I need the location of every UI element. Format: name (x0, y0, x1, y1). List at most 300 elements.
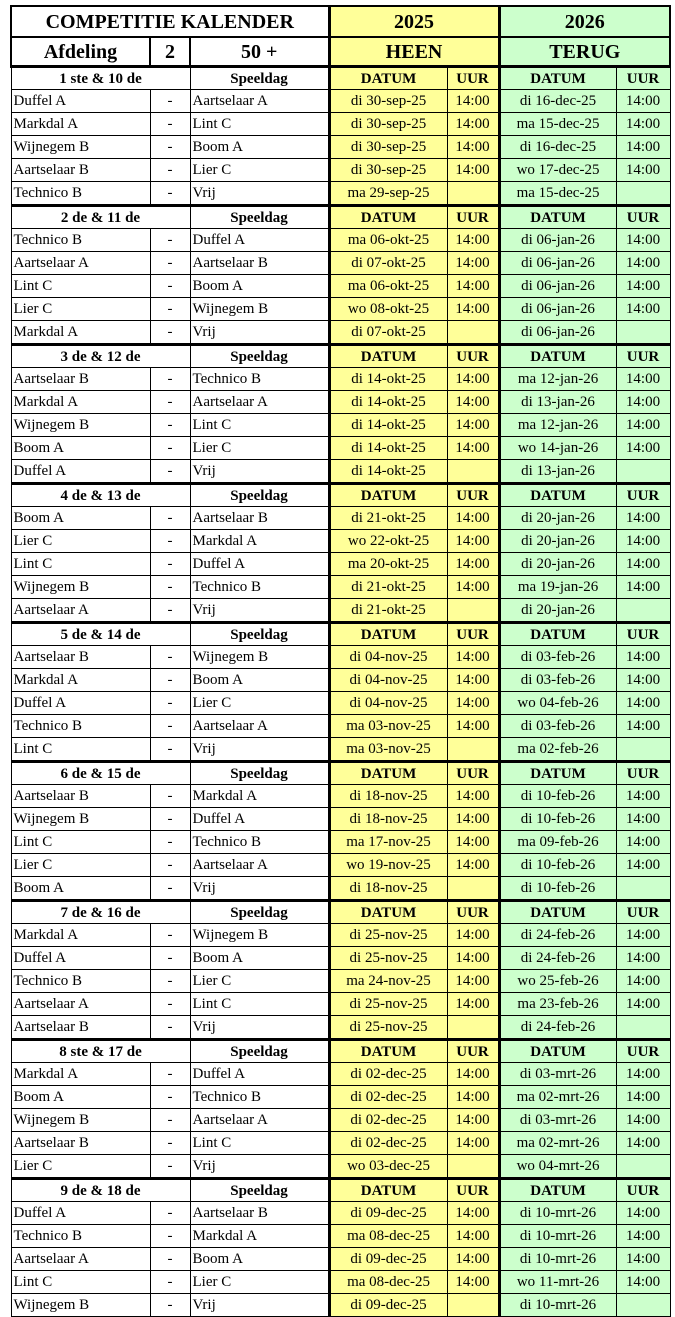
home-team: Duffel A (11, 90, 150, 113)
away-leg-date: di 03-mrt-26 (499, 1063, 616, 1086)
speeldag-label: Speeldag (190, 901, 329, 924)
home-leg-time: 14:00 (447, 252, 499, 275)
home-team: Boom A (11, 507, 150, 530)
home-leg-time: 14:00 (447, 90, 499, 113)
away-team: Vrij (190, 1294, 329, 1317)
speeldag-label: Speeldag (190, 1040, 329, 1063)
away-team: Duffel A (190, 553, 329, 576)
home-leg-date: di 30-sep-25 (329, 159, 447, 182)
match-separator: - (150, 530, 190, 553)
datum-header-home: DATUM (329, 484, 447, 507)
away-leg-time: 14:00 (616, 1086, 670, 1109)
away-team: Technico B (190, 831, 329, 854)
match-separator: - (150, 321, 190, 345)
away-leg-time: 14:00 (616, 136, 670, 159)
away-leg-time (616, 1294, 670, 1317)
round-header-row (11, 67, 670, 90)
match-row (11, 738, 670, 762)
away-team: Lint C (190, 993, 329, 1016)
match-separator: - (150, 136, 190, 159)
away-leg-time: 14:00 (616, 252, 670, 275)
match-separator: - (150, 877, 190, 901)
away-team: Aartselaar A (190, 854, 329, 877)
away-leg-time (616, 1155, 670, 1179)
home-leg-time: 14:00 (447, 298, 499, 321)
away-team: Vrij (190, 599, 329, 623)
match-separator: - (150, 924, 190, 947)
away-leg-date: di 20-jan-26 (499, 530, 616, 553)
home-leg-date: di 02-dec-25 (329, 1063, 447, 1086)
away-leg-date: di 10-feb-26 (499, 854, 616, 877)
home-team: Wijnegem B (11, 1294, 150, 1317)
away-leg-date: di 24-feb-26 (499, 924, 616, 947)
round-label: 5 de & 14 de (11, 623, 190, 646)
home-leg-time: 14:00 (447, 947, 499, 970)
home-leg-time: 14:00 (447, 993, 499, 1016)
datum-header-away: DATUM (499, 623, 616, 646)
uur-header-home: UUR (447, 901, 499, 924)
home-leg-time: 14:00 (447, 924, 499, 947)
match-separator: - (150, 113, 190, 136)
datum-header-away: DATUM (499, 1179, 616, 1202)
away-leg-date: wo 25-feb-26 (499, 970, 616, 993)
away-team: Lint C (190, 1132, 329, 1155)
round-header-row (11, 901, 670, 924)
away-leg-date: ma 02-mrt-26 (499, 1132, 616, 1155)
home-leg-date: ma 24-nov-25 (329, 970, 447, 993)
home-leg-time: 14:00 (447, 136, 499, 159)
away-team: Lint C (190, 414, 329, 437)
match-row (11, 715, 670, 738)
away-leg-date: wo 11-mrt-26 (499, 1271, 616, 1294)
away-team: Vrij (190, 460, 329, 484)
away-leg-time: 14:00 (616, 437, 670, 460)
speeldag-label: Speeldag (190, 484, 329, 507)
home-leg-time (447, 877, 499, 901)
home-leg-time: 14:00 (447, 437, 499, 460)
home-leg-date: di 30-sep-25 (329, 136, 447, 159)
calendar-title: COMPETITIE KALENDER (11, 6, 329, 37)
match-separator: - (150, 182, 190, 206)
away-team: Vrij (190, 738, 329, 762)
home-leg-date: di 21-okt-25 (329, 599, 447, 623)
home-team: Aartselaar A (11, 252, 150, 275)
match-separator: - (150, 460, 190, 484)
match-separator: - (150, 229, 190, 252)
away-leg-time (616, 460, 670, 484)
away-leg-date: wo 04-feb-26 (499, 692, 616, 715)
away-team: Duffel A (190, 808, 329, 831)
year-home: 2025 (329, 6, 499, 37)
home-team: Wijnegem B (11, 808, 150, 831)
away-leg-date: di 06-jan-26 (499, 321, 616, 345)
match-row (11, 854, 670, 877)
round-header-row (11, 206, 670, 229)
away-team: Duffel A (190, 229, 329, 252)
round-label: 8 ste & 17 de (11, 1040, 190, 1063)
uur-header-home: UUR (447, 762, 499, 785)
home-leg-date: di 21-okt-25 (329, 576, 447, 599)
home-team: Aartselaar B (11, 368, 150, 391)
match-separator: - (150, 715, 190, 738)
away-leg-time: 14:00 (616, 947, 670, 970)
home-leg-time: 14:00 (447, 368, 499, 391)
home-team: Aartselaar B (11, 1016, 150, 1040)
match-separator: - (150, 1016, 190, 1040)
away-team: Technico B (190, 368, 329, 391)
away-leg-time: 14:00 (616, 646, 670, 669)
match-row (11, 1225, 670, 1248)
match-separator: - (150, 692, 190, 715)
away-leg-date: ma 02-feb-26 (499, 738, 616, 762)
away-team: Vrij (190, 1155, 329, 1179)
away-leg-time (616, 877, 670, 901)
uur-header-home: UUR (447, 206, 499, 229)
home-leg-date: di 25-nov-25 (329, 993, 447, 1016)
away-leg-date: ma 12-jan-26 (499, 414, 616, 437)
uur-header-away: UUR (616, 762, 670, 785)
afdeling-number: 2 (150, 37, 190, 67)
match-row (11, 831, 670, 854)
match-separator: - (150, 1294, 190, 1317)
away-team: Boom A (190, 669, 329, 692)
home-leg-date: di 25-nov-25 (329, 924, 447, 947)
home-leg-time: 14:00 (447, 1109, 499, 1132)
home-team: Boom A (11, 1086, 150, 1109)
away-leg-date: wo 04-mrt-26 (499, 1155, 616, 1179)
match-row (11, 785, 670, 808)
home-leg-date: di 09-dec-25 (329, 1202, 447, 1225)
match-separator: - (150, 1248, 190, 1271)
datum-header-home: DATUM (329, 901, 447, 924)
home-team: Lint C (11, 275, 150, 298)
match-row (11, 808, 670, 831)
home-leg-date: di 14-okt-25 (329, 460, 447, 484)
datum-header-away: DATUM (499, 67, 616, 90)
away-leg-time: 14:00 (616, 576, 670, 599)
match-separator: - (150, 275, 190, 298)
match-separator: - (150, 808, 190, 831)
match-row (11, 391, 670, 414)
match-separator: - (150, 993, 190, 1016)
match-row (11, 275, 670, 298)
away-leg-time (616, 321, 670, 345)
home-team: Wijnegem B (11, 414, 150, 437)
match-row (11, 1155, 670, 1179)
home-leg-time: 14:00 (447, 1248, 499, 1271)
home-leg-time: 14:00 (447, 391, 499, 414)
match-separator: - (150, 553, 190, 576)
home-leg-date: di 14-okt-25 (329, 368, 447, 391)
match-row (11, 90, 670, 113)
away-leg-date: di 24-feb-26 (499, 947, 616, 970)
uur-header-home: UUR (447, 1040, 499, 1063)
away-team: Lier C (190, 1271, 329, 1294)
home-leg-time: 14:00 (447, 553, 499, 576)
away-leg-date: di 10-feb-26 (499, 785, 616, 808)
home-team: Lier C (11, 1155, 150, 1179)
away-team: Wijnegem B (190, 646, 329, 669)
home-leg-time: 14:00 (447, 785, 499, 808)
home-leg-time: 14:00 (447, 113, 499, 136)
home-team: Aartselaar B (11, 1132, 150, 1155)
home-leg-time (447, 321, 499, 345)
away-leg-date: di 16-dec-25 (499, 136, 616, 159)
away-leg-date: di 20-jan-26 (499, 599, 616, 623)
away-leg-date: wo 14-jan-26 (499, 437, 616, 460)
away-leg-date: ma 09-feb-26 (499, 831, 616, 854)
away-leg-date: di 10-mrt-26 (499, 1294, 616, 1317)
home-team: Technico B (11, 715, 150, 738)
home-leg-date: di 30-sep-25 (329, 113, 447, 136)
home-leg-date: di 02-dec-25 (329, 1109, 447, 1132)
away-leg-date: di 03-feb-26 (499, 646, 616, 669)
uur-header-away: UUR (616, 484, 670, 507)
away-leg-time: 14:00 (616, 1063, 670, 1086)
away-team: Vrij (190, 321, 329, 345)
uur-header-home: UUR (447, 1179, 499, 1202)
home-leg-date: di 30-sep-25 (329, 90, 447, 113)
home-team: Aartselaar A (11, 993, 150, 1016)
home-leg-date: di 09-dec-25 (329, 1248, 447, 1271)
round-label: 3 de & 12 de (11, 345, 190, 368)
away-leg-time: 14:00 (616, 1248, 670, 1271)
home-team: Boom A (11, 437, 150, 460)
away-team: Duffel A (190, 1063, 329, 1086)
away-leg-time: 14:00 (616, 1132, 670, 1155)
home-leg-date: di 07-okt-25 (329, 321, 447, 345)
home-leg-time: 14:00 (447, 854, 499, 877)
home-leg-time: 14:00 (447, 692, 499, 715)
away-team: Wijnegem B (190, 298, 329, 321)
match-row (11, 437, 670, 460)
match-separator: - (150, 1109, 190, 1132)
match-separator: - (150, 159, 190, 182)
home-leg-date: di 02-dec-25 (329, 1086, 447, 1109)
match-row (11, 692, 670, 715)
round-label: 9 de & 18 de (11, 1179, 190, 1202)
match-row (11, 1063, 670, 1086)
home-leg-date: di 21-okt-25 (329, 507, 447, 530)
uur-header-home: UUR (447, 345, 499, 368)
home-leg-date: ma 08-dec-25 (329, 1225, 447, 1248)
away-leg-date: ma 15-dec-25 (499, 113, 616, 136)
datum-header-home: DATUM (329, 1179, 447, 1202)
away-leg-time: 14:00 (616, 854, 670, 877)
away-leg-time: 14:00 (616, 553, 670, 576)
datum-header-home: DATUM (329, 623, 447, 646)
match-row (11, 159, 670, 182)
away-leg-time: 14:00 (616, 1271, 670, 1294)
away-team: Boom A (190, 136, 329, 159)
away-team: Vrij (190, 1016, 329, 1040)
uur-header-away: UUR (616, 901, 670, 924)
home-leg-time: 14:00 (447, 831, 499, 854)
away-leg-time: 14:00 (616, 1109, 670, 1132)
match-separator: - (150, 785, 190, 808)
away-team: Wijnegem B (190, 924, 329, 947)
match-row (11, 414, 670, 437)
home-leg-date: ma 17-nov-25 (329, 831, 447, 854)
speeldag-label: Speeldag (190, 623, 329, 646)
home-leg-date: wo 19-nov-25 (329, 854, 447, 877)
match-row (11, 530, 670, 553)
match-row (11, 669, 670, 692)
home-team: Duffel A (11, 1202, 150, 1225)
home-leg-time (447, 599, 499, 623)
home-leg-date: di 18-nov-25 (329, 877, 447, 901)
uur-header-away: UUR (616, 623, 670, 646)
home-team: Markdal A (11, 113, 150, 136)
away-leg-time: 14:00 (616, 808, 670, 831)
match-separator: - (150, 298, 190, 321)
home-team: Lint C (11, 1271, 150, 1294)
match-row (11, 599, 670, 623)
match-row (11, 993, 670, 1016)
match-row (11, 229, 670, 252)
away-leg-time: 14:00 (616, 715, 670, 738)
home-team: Wijnegem B (11, 576, 150, 599)
match-row (11, 947, 670, 970)
home-leg-time: 14:00 (447, 159, 499, 182)
home-team: Wijnegem B (11, 1109, 150, 1132)
match-separator: - (150, 970, 190, 993)
home-team: Lier C (11, 854, 150, 877)
datum-header-away: DATUM (499, 762, 616, 785)
away-leg-date: di 10-mrt-26 (499, 1248, 616, 1271)
datum-header-home: DATUM (329, 762, 447, 785)
uur-header-away: UUR (616, 1040, 670, 1063)
home-leg-date: di 25-nov-25 (329, 1016, 447, 1040)
home-team: Markdal A (11, 924, 150, 947)
home-leg-time (447, 182, 499, 206)
away-team: Aartselaar A (190, 1109, 329, 1132)
away-team: Markdal A (190, 785, 329, 808)
away-team: Technico B (190, 576, 329, 599)
match-row (11, 877, 670, 901)
away-team: Vrij (190, 877, 329, 901)
home-leg-time: 14:00 (447, 530, 499, 553)
home-team: Lier C (11, 530, 150, 553)
home-team: Technico B (11, 1225, 150, 1248)
home-team: Lint C (11, 738, 150, 762)
home-leg-date: di 09-dec-25 (329, 1294, 447, 1317)
datum-header-home: DATUM (329, 1040, 447, 1063)
home-leg-date: di 04-nov-25 (329, 669, 447, 692)
home-leg-date: ma 06-okt-25 (329, 229, 447, 252)
away-leg-date: di 24-feb-26 (499, 1016, 616, 1040)
match-separator: - (150, 599, 190, 623)
away-leg-date: di 03-mrt-26 (499, 1109, 616, 1132)
datum-header-home: DATUM (329, 345, 447, 368)
home-team: Boom A (11, 877, 150, 901)
match-separator: - (150, 854, 190, 877)
home-team: Aartselaar A (11, 599, 150, 623)
home-leg-time (447, 738, 499, 762)
home-leg-date: di 25-nov-25 (329, 947, 447, 970)
match-row (11, 460, 670, 484)
home-leg-date: wo 08-okt-25 (329, 298, 447, 321)
match-separator: - (150, 1063, 190, 1086)
home-team: Duffel A (11, 692, 150, 715)
away-leg-date: di 10-feb-26 (499, 808, 616, 831)
home-leg-date: di 07-okt-25 (329, 252, 447, 275)
speeldag-label: Speeldag (190, 206, 329, 229)
home-leg-date: di 18-nov-25 (329, 785, 447, 808)
away-leg-time: 14:00 (616, 831, 670, 854)
home-leg-time (447, 1016, 499, 1040)
match-row (11, 182, 670, 206)
datum-header-away: DATUM (499, 345, 616, 368)
subheader-row (11, 37, 670, 67)
match-row (11, 136, 670, 159)
match-row (11, 1086, 670, 1109)
away-leg-date: di 06-jan-26 (499, 298, 616, 321)
away-leg-date: ma 19-jan-26 (499, 576, 616, 599)
afdeling-label: Afdeling (11, 37, 150, 67)
away-team: Aartselaar A (190, 391, 329, 414)
home-team: Markdal A (11, 1063, 150, 1086)
round-label: 4 de & 13 de (11, 484, 190, 507)
away-leg-date: di 10-feb-26 (499, 877, 616, 901)
round-header-row (11, 1040, 670, 1063)
datum-header-away: DATUM (499, 484, 616, 507)
away-leg-time: 14:00 (616, 90, 670, 113)
away-leg-date: di 20-jan-26 (499, 553, 616, 576)
round-label: 2 de & 11 de (11, 206, 190, 229)
match-row (11, 1294, 670, 1317)
match-row (11, 553, 670, 576)
match-separator: - (150, 507, 190, 530)
away-leg-time: 14:00 (616, 507, 670, 530)
away-team: Lier C (190, 970, 329, 993)
round-header-row (11, 1179, 670, 1202)
home-leg-time (447, 460, 499, 484)
match-row (11, 321, 670, 345)
match-separator: - (150, 90, 190, 113)
away-leg-date: di 06-jan-26 (499, 252, 616, 275)
uur-header-away: UUR (616, 1179, 670, 1202)
match-row (11, 368, 670, 391)
match-separator: - (150, 831, 190, 854)
home-leg-time: 14:00 (447, 1063, 499, 1086)
match-separator: - (150, 437, 190, 460)
away-team: Lier C (190, 692, 329, 715)
away-leg-time: 14:00 (616, 1202, 670, 1225)
home-leg-date: di 14-okt-25 (329, 437, 447, 460)
home-leg-date: ma 06-okt-25 (329, 275, 447, 298)
match-separator: - (150, 1155, 190, 1179)
away-leg-time: 14:00 (616, 970, 670, 993)
home-team: Wijnegem B (11, 136, 150, 159)
away-leg-date: di 03-feb-26 (499, 715, 616, 738)
home-leg-time: 14:00 (447, 970, 499, 993)
home-leg-time: 14:00 (447, 1132, 499, 1155)
away-leg-time: 14:00 (616, 275, 670, 298)
home-leg-date: ma 03-nov-25 (329, 715, 447, 738)
home-leg-date: di 04-nov-25 (329, 646, 447, 669)
match-separator: - (150, 738, 190, 762)
home-team: Markdal A (11, 669, 150, 692)
away-leg-time: 14:00 (616, 530, 670, 553)
match-row (11, 1248, 670, 1271)
home-leg-date: di 04-nov-25 (329, 692, 447, 715)
home-team: Markdal A (11, 391, 150, 414)
match-separator: - (150, 1086, 190, 1109)
uur-header-away: UUR (616, 345, 670, 368)
away-leg-date: di 06-jan-26 (499, 229, 616, 252)
round-header-row (11, 623, 670, 646)
